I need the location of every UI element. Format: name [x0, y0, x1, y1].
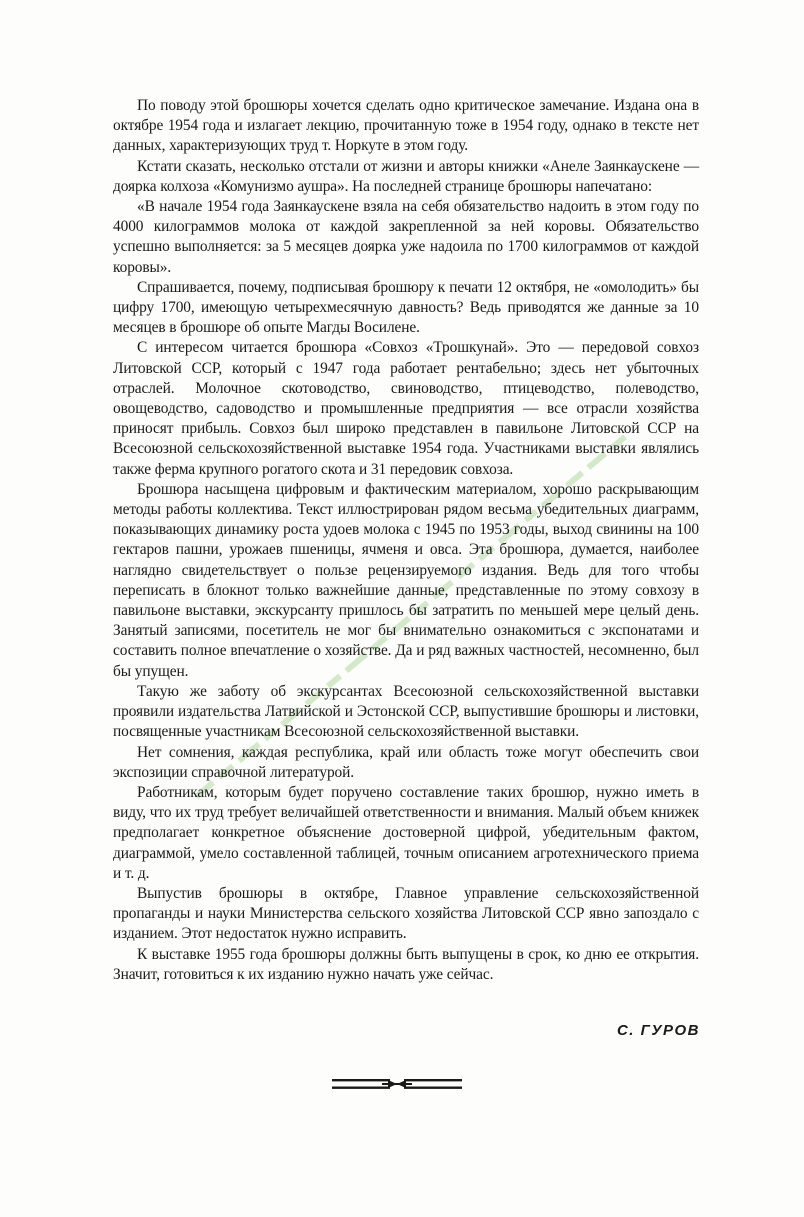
author-signature: С. ГУРОВ — [616, 1022, 700, 1039]
paragraph-7: Такую же заботу об экскурсантах Всесоюзной сельскохозяйственной выставки проявили издательства Латвийской и Эстонской ССР, выпустившие брошюры и листовки, посвященные участникам Всесоюзной сельскохозяйственной выставки. — [113, 682, 699, 741]
rule-ornament — [332, 1076, 462, 1092]
paragraph-1: По поводу этой брошюры хочется сделать одно критическое замечание. Издана она в октябре 1954 года и излагает лекцию, прочитанную тоже в 1954 году, однако в тексте нет данных, характеризующих труд т. Норкуте в этом году. — [113, 97, 699, 155]
paragraph-2: Кстати сказать, несколько отстали от жизни и авторы книжки «Анеле Заянкаускене — доярка колхоза «Комунизмо аушра». На последней странице брошюры напечатано: — [113, 157, 699, 195]
paragraph-5: С интересом читается брошюра «Совхоз «Трошкунай». Это — передовой совхоз Литовской ССР, который с 1947 года работает рентабельно; здесь нет убыточных отраслей. Молочное скотоводство, свиноводство, птицеводство, полеводство, овощеводство, садоводство и промышленные предприятия — все отрасли хозяйства приносят прибыль. Совхоз был широко представлен в павильоне Литовской ССР на Всесоюзной сельскохозяйственной выставке 1954 года. Участниками выставки являлись также ферма крупного рогатого скота и 31 передовик совхоза. — [113, 339, 699, 478]
paragraph-4: Спрашивается, почему, подписывая брошюру к печати 12 октября, не «омолодить» бы цифру 1700, имеющую четырехмесячную давность? Ведь приводятся же данные за 10 месяцев в брошюре об опыте Магды Восилене. — [113, 278, 699, 337]
paragraph-3-quote: «В начале 1954 года Заянкаускене взяла на себя обязательство надоить в этом году по 4000 килограммов молока от каждой закрепленной за ней коровы. Обязательство успешно выполняется: за 5 месяцев доярка уже надоила по 1700 килограммов от каждой коровы». — [113, 198, 699, 276]
paragraph-9: Работникам, которым будет поручено составление таких брошюр, нужно иметь в виду, что их труд требует величайшей ответственности и внимания. Малый объем книжек предполагает конкретное объяснение достоверной цифрой, убедительным фактом, диаграммой, умело составленной таблицей, точным описанием агротехнического приема и т. д. — [113, 783, 699, 882]
rule-ornament-icon — [332, 1076, 462, 1092]
paragraph-6: Брошюра насыщена цифровым и фактическим материалом, хорошо раскрывающим методы работы коллектива. Текст иллюстрирован рядом весьма убедительных диаграмм, показывающих динамику роста удоев молока с 1945 по 1953 годы, выход свинины на 100 гектаров пашни, урожаев пшеницы, ячменя и овса. Эта брошюра, думается, наиболее наглядно свидетельствует о пользе рецензируемого издания. Ведь для того чтобы переписать в блокнот только важнейшие данные, представленные по этому совхозу в павильоне выставки, экскурсанту пришлось бы затратить по меньшей мере целый день. Занятый записями, посетитель не мог бы внимательно ознакомиться с экспонатами и составить полное впечатление о хозяйстве. Да и ряд важных частностей, несомненно, был бы упущен. — [113, 480, 699, 680]
paragraph-10: Выпустив брошюры в октябре, Главное управление сельскохозяйственной пропаганды и науки Министерства сельского хозяйства Литовской ССР явно запоздало с изданием. Этот недостаток нужно исправить. — [113, 884, 699, 943]
paragraph-8: Нет сомнения, каждая республика, край или область тоже могут обеспечить свои экспозиции справочной литературой. — [113, 743, 699, 781]
paragraph-11: К выставке 1955 года брошюры должны быть выпущены в срок, ко дню ее открытия. Значит, готовиться к их изданию нужно начать уже сейчас. — [113, 945, 699, 983]
article-body — [113, 96, 699, 985]
